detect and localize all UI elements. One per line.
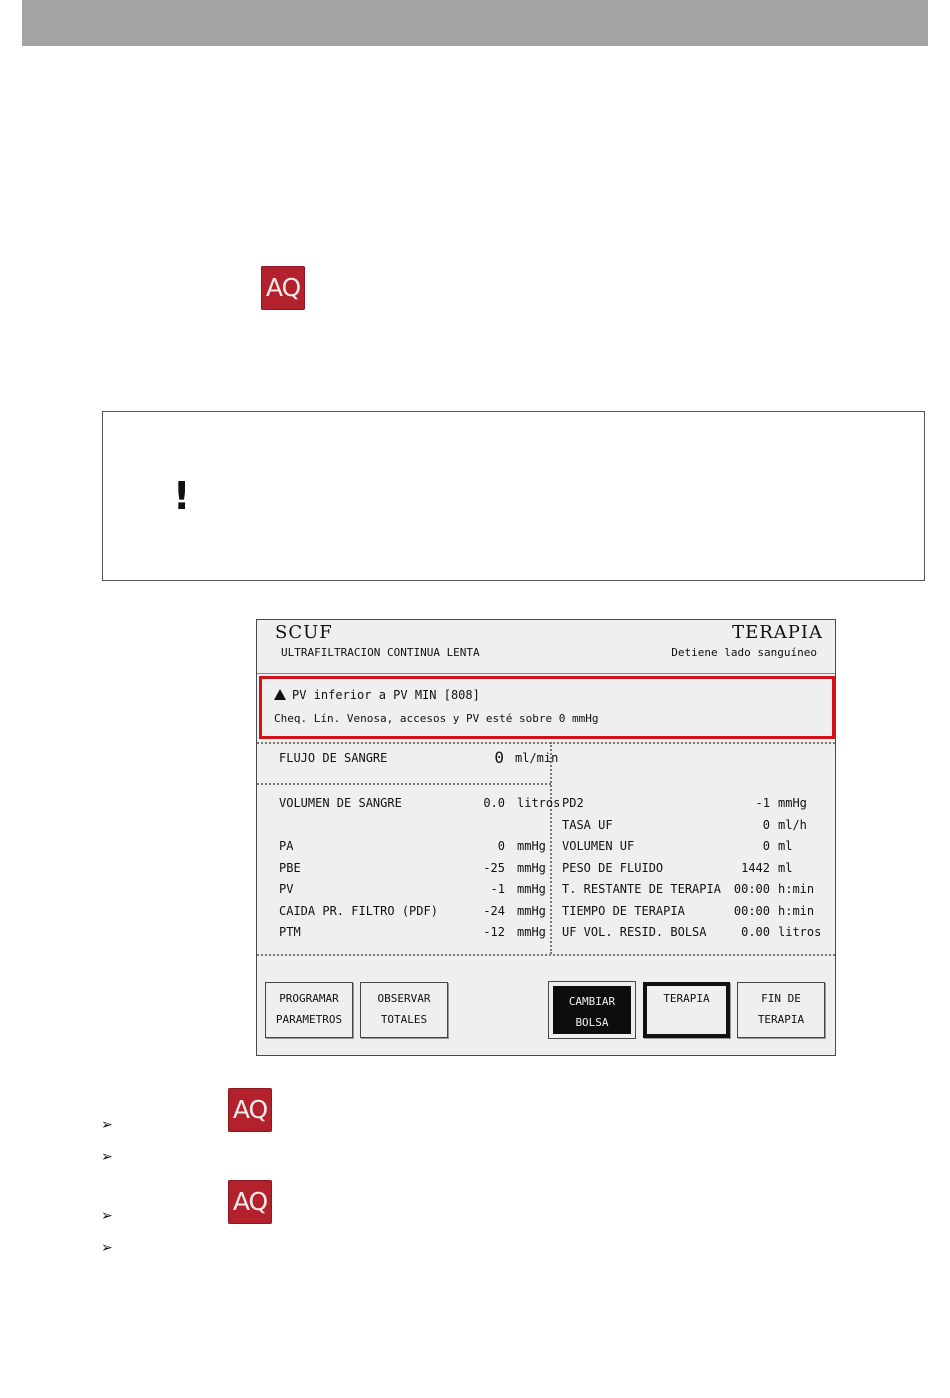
param-unit: mmHg bbox=[517, 882, 546, 896]
param-unit: mmHg bbox=[778, 796, 807, 810]
param-row bbox=[279, 839, 549, 855]
param-row bbox=[562, 925, 832, 941]
param-label: VOLUMEN DE SANGRE bbox=[279, 796, 402, 810]
param-row bbox=[562, 796, 832, 812]
param-label: TIEMPO DE TERAPIA bbox=[562, 904, 685, 918]
param-label: PBE bbox=[279, 861, 301, 875]
param-value: -1 bbox=[755, 796, 770, 810]
exclamation-icon: ! bbox=[173, 474, 191, 518]
param-value: 1442 bbox=[741, 861, 770, 875]
param-label: FLUJO DE SANGRE bbox=[279, 751, 388, 765]
header-bar bbox=[22, 0, 928, 46]
param-row bbox=[279, 925, 549, 941]
param-row bbox=[562, 818, 832, 834]
aq-badge: AQ bbox=[228, 1180, 272, 1224]
param-label: PV bbox=[279, 882, 294, 896]
status-title: TERAPIA bbox=[732, 622, 823, 643]
button-label: TERAPIA bbox=[757, 1013, 805, 1026]
param-unit: mmHg bbox=[517, 861, 546, 875]
alarm-title: PV inferior a PV MIN [808] bbox=[292, 688, 480, 702]
param-row bbox=[279, 861, 549, 877]
bullet-arrow-icon: ➢ bbox=[101, 1117, 113, 1133]
warning-triangle-icon bbox=[274, 689, 286, 700]
param-value: 0 bbox=[494, 748, 504, 767]
param-label: CAIDA PR. FILTRO (PDF) bbox=[279, 904, 438, 918]
param-unit: mmHg bbox=[517, 925, 546, 939]
param-unit: ml/h bbox=[778, 818, 807, 832]
param-unit: litros bbox=[517, 796, 561, 810]
aq-badge: AQ bbox=[261, 266, 305, 310]
mode-subtitle: ULTRAFILTRACION CONTINUA LENTA bbox=[281, 646, 480, 659]
param-label: T. RESTANTE DE TERAPIA bbox=[562, 882, 721, 896]
param-unit: litros bbox=[778, 925, 822, 939]
param-label: VOLUMEN UF bbox=[562, 839, 635, 853]
button-label: FIN DE bbox=[761, 992, 801, 1005]
param-label: TASA UF bbox=[562, 818, 613, 832]
param-value: 0 bbox=[762, 818, 770, 832]
alarm-title-line bbox=[274, 688, 480, 702]
device-screen bbox=[256, 619, 836, 1056]
param-value: 0 bbox=[762, 839, 770, 853]
divider bbox=[257, 954, 835, 956]
bullet-arrow-icon: ➢ bbox=[101, 1240, 113, 1256]
param-unit: h:min bbox=[778, 882, 815, 896]
param-row bbox=[279, 796, 561, 812]
param-unit: mmHg bbox=[517, 904, 546, 918]
bullet-arrow-icon: ➢ bbox=[101, 1149, 113, 1165]
therapy-button[interactable] bbox=[643, 982, 730, 1038]
param-unit: ml/min bbox=[515, 751, 559, 765]
param-value: 00:00 bbox=[733, 904, 770, 918]
param-label: PTM bbox=[279, 925, 301, 939]
param-label: PD2 bbox=[562, 796, 584, 810]
button-label: PROGRAMAR bbox=[279, 992, 339, 1005]
program-parameters-button[interactable] bbox=[265, 982, 353, 1038]
divider bbox=[257, 742, 835, 744]
param-label: PA bbox=[279, 839, 294, 853]
button-label: TOTALES bbox=[380, 1013, 428, 1026]
param-unit: mmHg bbox=[517, 839, 546, 853]
param-row bbox=[562, 839, 832, 855]
button-label: BOLSA bbox=[575, 1016, 609, 1029]
param-value: -25 bbox=[483, 861, 505, 875]
param-row bbox=[562, 904, 832, 920]
status-subtitle: Detiene lado sanguíneo bbox=[671, 646, 817, 659]
param-row bbox=[562, 882, 832, 898]
param-value: -12 bbox=[483, 925, 505, 939]
param-value: -1 bbox=[490, 882, 505, 896]
warning-divider bbox=[259, 412, 260, 580]
param-label: UF VOL. RESID. BOLSA bbox=[562, 925, 707, 939]
alarm-message-box bbox=[259, 676, 835, 739]
view-totals-button[interactable] bbox=[360, 982, 448, 1038]
button-label: TERAPIA bbox=[663, 992, 710, 1005]
param-value: 0.00 bbox=[741, 925, 770, 939]
divider bbox=[257, 783, 551, 785]
param-unit: h:min bbox=[778, 904, 815, 918]
param-row bbox=[562, 861, 832, 877]
button-label: CAMBIAR bbox=[568, 995, 616, 1008]
param-value: 0 bbox=[497, 839, 505, 853]
header-separator bbox=[257, 673, 835, 674]
param-value: 0.0 bbox=[483, 796, 505, 810]
aq-badge: AQ bbox=[228, 1088, 272, 1132]
warning-box bbox=[102, 411, 925, 581]
param-label: PESO DE FLUIDO bbox=[562, 861, 664, 875]
end-therapy-button[interactable] bbox=[737, 982, 825, 1038]
divider bbox=[550, 742, 552, 954]
param-row bbox=[279, 904, 549, 920]
button-label: OBSERVAR bbox=[377, 992, 431, 1005]
alarm-instruction: Cheq. Lín. Venosa, accesos y PV esté sobre 0 mmHg bbox=[274, 712, 599, 725]
param-unit: ml bbox=[778, 861, 793, 875]
mode-title: SCUF bbox=[275, 622, 333, 643]
change-bag-button[interactable] bbox=[549, 982, 635, 1038]
bullet-arrow-icon: ➢ bbox=[101, 1208, 113, 1224]
button-label: PARAMETROS bbox=[275, 1013, 343, 1026]
param-unit: ml bbox=[778, 839, 793, 853]
param-value: -24 bbox=[483, 904, 505, 918]
param-row bbox=[279, 882, 549, 898]
param-value: 00:00 bbox=[733, 882, 770, 896]
